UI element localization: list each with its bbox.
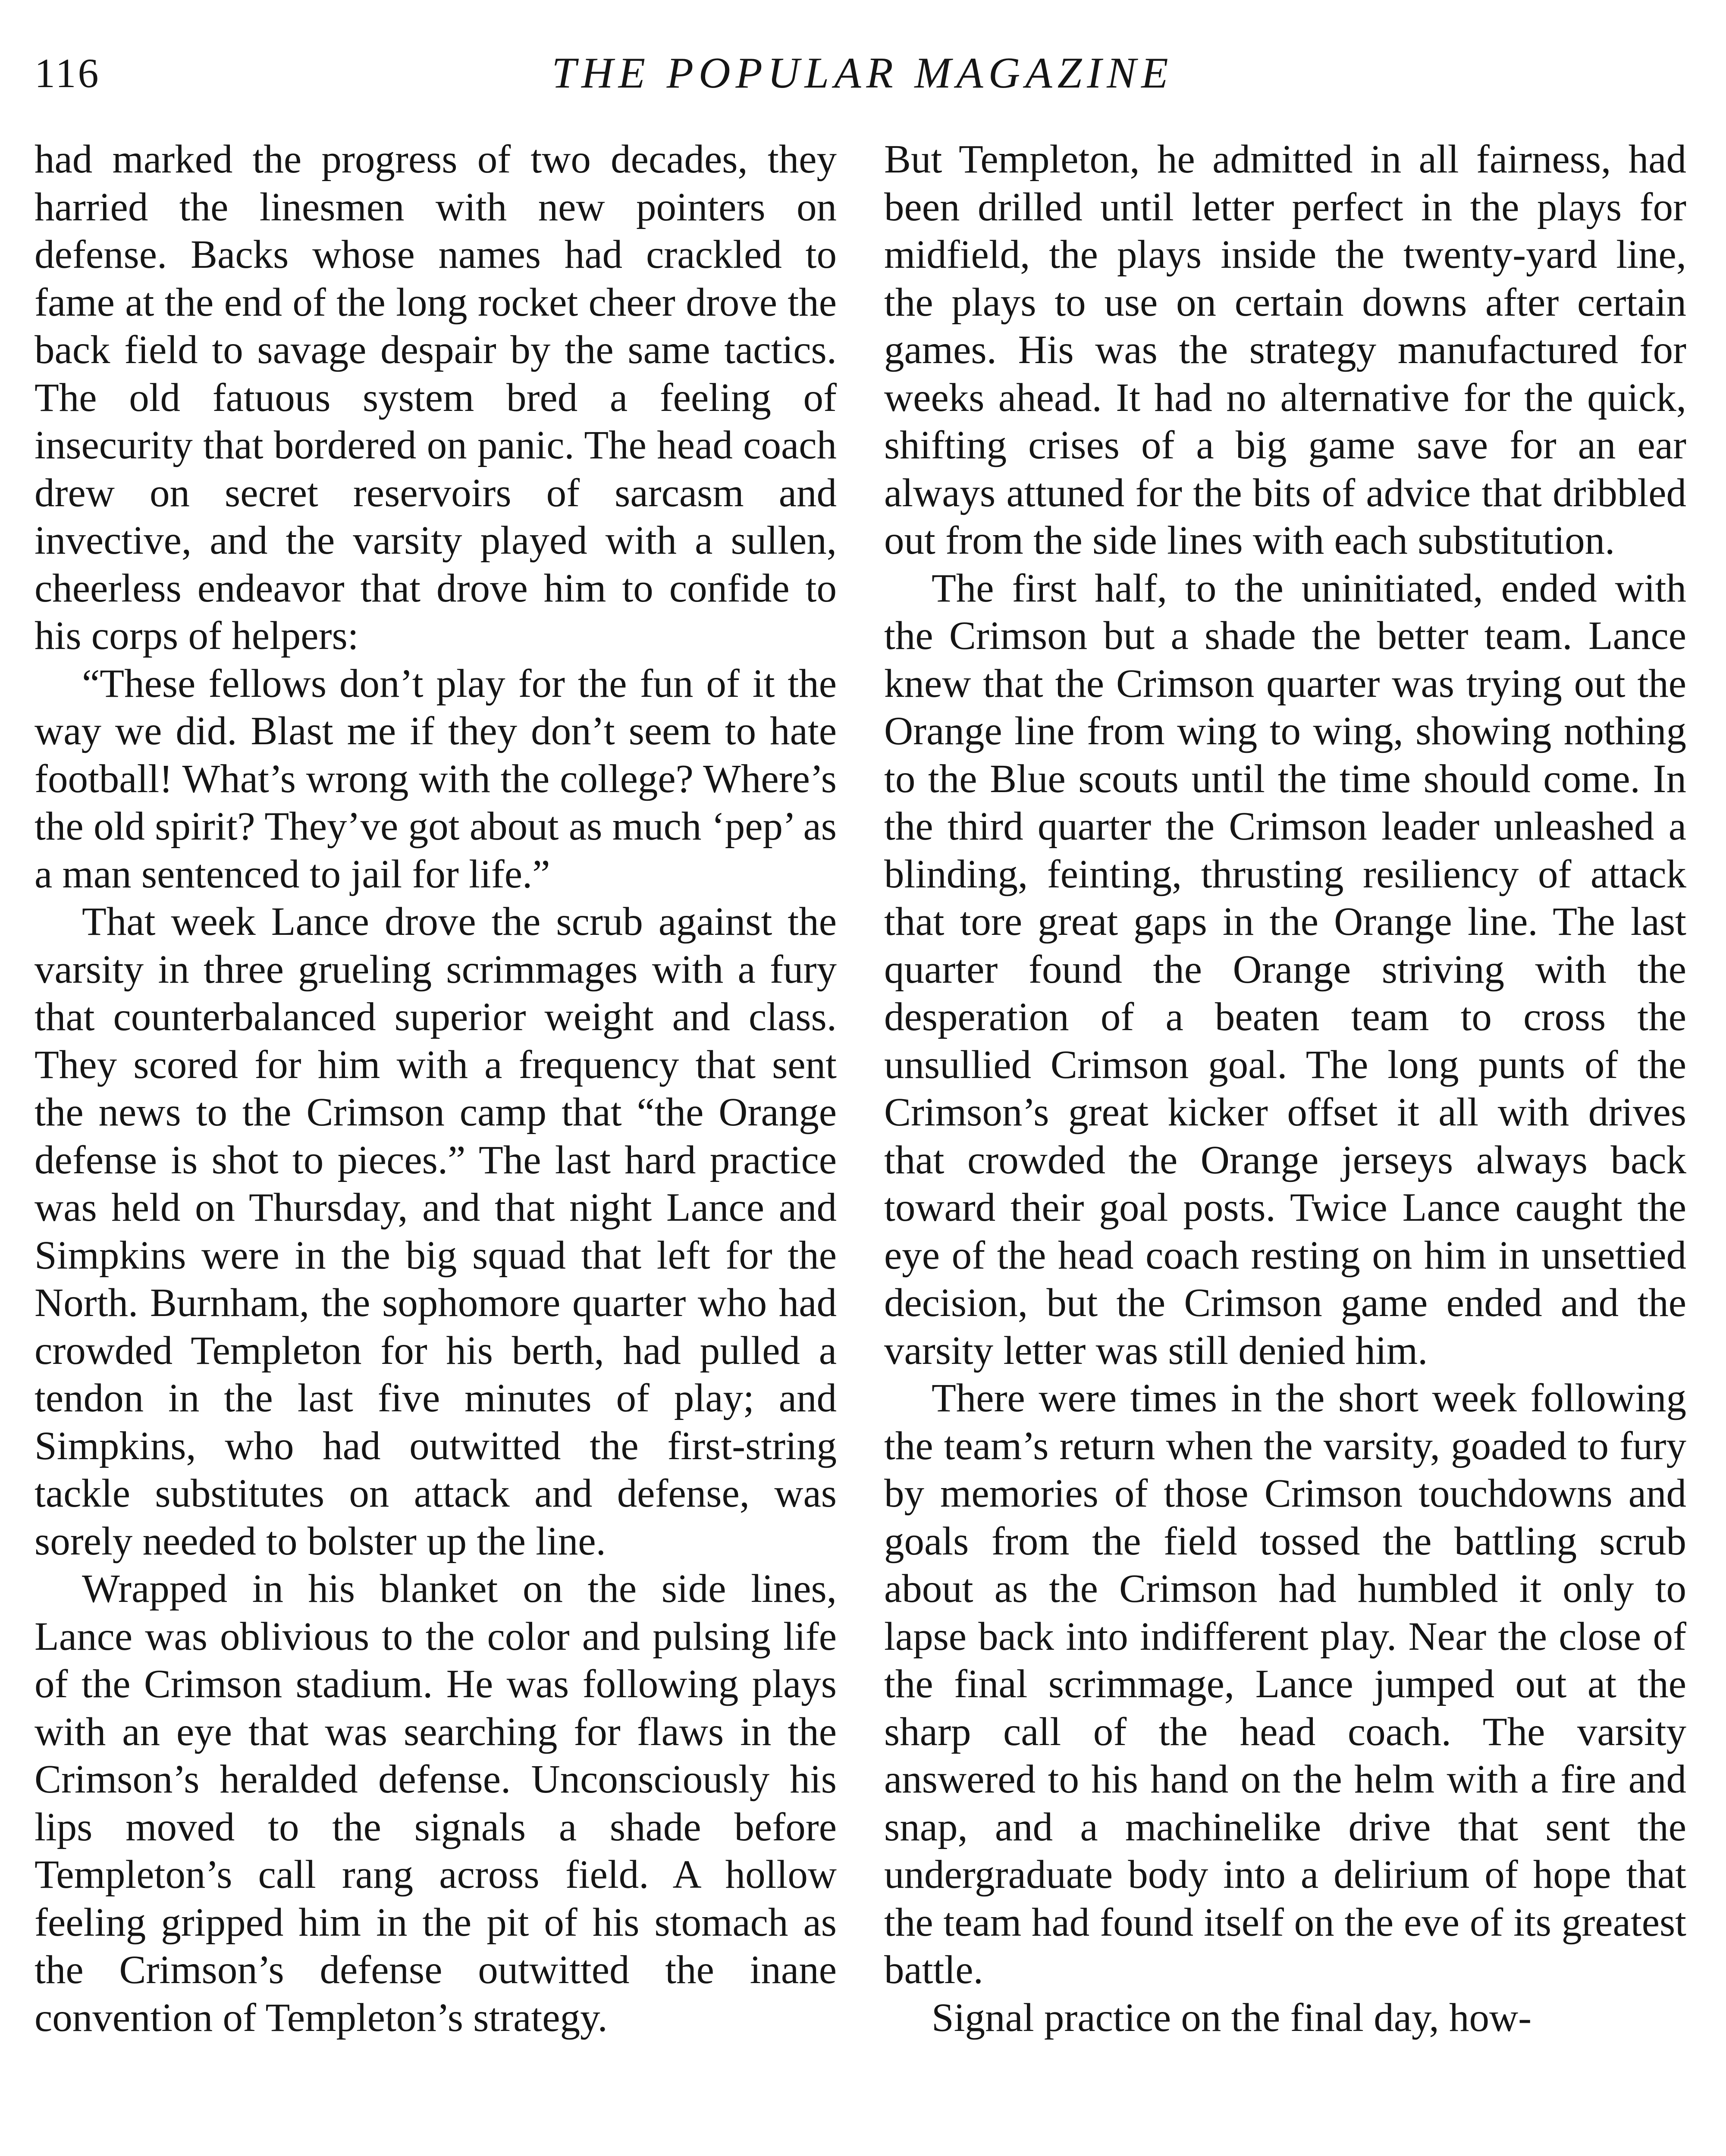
right-column: [884, 136, 1686, 2042]
paragraph: But Templeton, he admitted in all fairness, had been drilled until letter perfect in the plays for midfield, the plays inside the twenty-yard line, the plays to use on certain downs after certain games. His was the strategy manufactured for weeks ahead. It had no alternative for the quick, shifting crises of a big game save for an ear always attuned for the bits of advice that dribbled out from the side lines with each substitution.: [884, 137, 1686, 563]
page-number: 116: [35, 50, 100, 96]
running-title: THE POPULAR MAGAZINE: [552, 49, 1174, 97]
paragraph: had marked the progress of two decades, they harried the linesmen with new pointers on defense. Backs whose names had crackled to fame at the end of the long rocket cheer drove the back field to savage despair by the same tactics. The old fatuous system bred a feeling of insecurity that bordered on panic. The head coach drew on secret reservoirs of sarcasm and invective, and the varsity played with a sullen, cheerless endeavor that drove him to confide to his corps of helpers:: [35, 137, 837, 658]
paragraph: That week Lance drove the scrub against the varsity in three grueling scrimmages with a fury that counterbalanced superior weight and class. They scored for him with a frequency that sent the news to the Crimson camp that “the Orange defense is shot to pieces.” The last hard practice was held on Thursday, and that night Lance and Simpkins were in the big squad that left for the North. Burnham, the sophomore quarter who had crowded Templeton for his berth, had pulled a tendon in the last five minutes of play; and Simpkins, who had outwitted the first-string tackle substitutes on attack and defense, was sorely needed to bolster up the line.: [35, 899, 837, 1564]
left-column: [35, 136, 837, 2042]
page-header: [35, 41, 1691, 106]
paragraph: There were times in the short week following the team’s return when the varsity, goaded to fury by memories of those Crimson touchdowns and goals from the field tossed the battling scrub about as the Crimson had humbled it only to lapse back into indifferent play. Near the close of the final scrimmage, Lance jumped out at the sharp call of the head coach. The varsity answered to his hand on the helm with a fire and snap, and a machinelike drive that sent the undergraduate body into a delirium of hope that the team had found itself on the eve of its greatest battle.: [884, 1376, 1686, 1992]
paragraph: “These fellows don’t play for the fun of it the way we did. Blast me if they don’t seem to hate football! What’s wrong with the college? Where’s the old spirit? They’ve got about as much ‘pep’ as a man sentenced to jail for life.”: [35, 661, 837, 896]
paragraph: Signal practice on the final day, how-: [932, 1995, 1532, 2040]
paragraph: Wrapped in his blanket on the side lines, Lance was oblivious to the color and pulsing life of the Crimson stadium. He was following plays with an eye that was searching for flaws in the Crimson’s heralded defense. Unconsciously his lips moved to the signals a shade before Templeton’s call rang across field. A hollow feeling gripped him in the pit of his stomach as the Crimson’s defense outwitted the inane convention of Templeton’s strategy.: [35, 1567, 837, 2040]
paragraph: The first half, to the uninitiated, ended with the Crimson but a shade the better team. Lance knew that the Crimson quarter was trying out the Orange line from wing to wing, showing nothing to the Blue scouts until the time should come. In the third quarter the Crimson leader unleashed a blinding, feinting, thrusting resiliency of attack that tore great gaps in the Orange line. The last quarter found the Orange striving with the desperation of a beaten team to cross the unsullied Crimson goal. The long punts of the Crimson’s great kicker offset it all with drives that crowded the Orange jerseys always back toward their goal posts. Twice Lance caught the eye of the head coach resting on him in unsettied decision, but the Crimson game ended and the varsity letter was still denied him.: [884, 566, 1686, 1373]
